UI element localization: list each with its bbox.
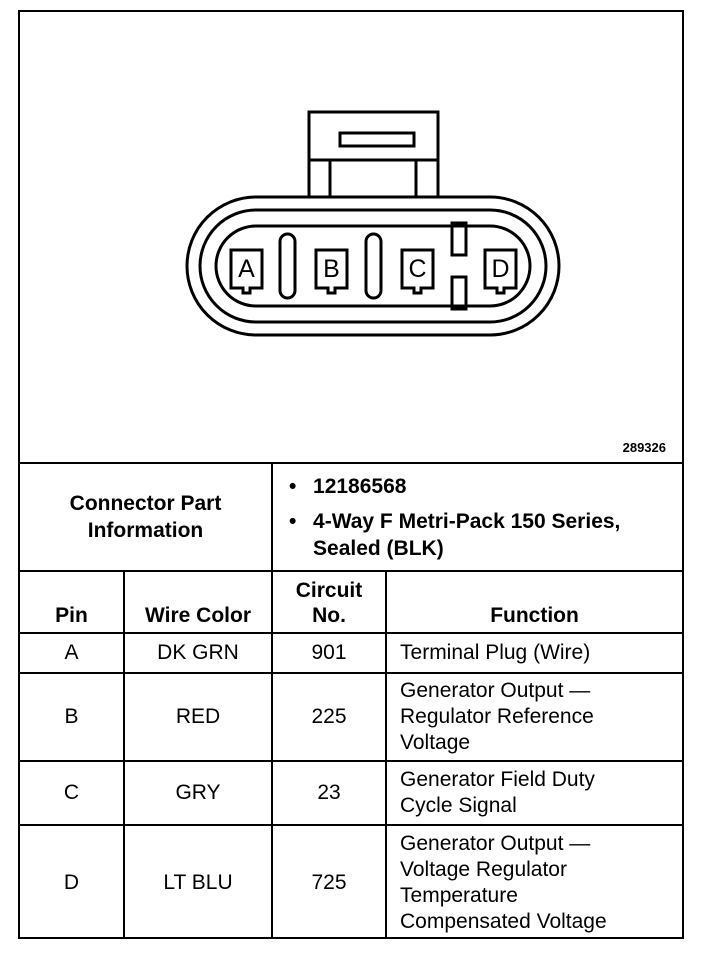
pin-label-d: D: [491, 255, 510, 283]
connector-description: • 4-Way F Metri-Pack 150 Series, Sealed (BLK): [313, 508, 682, 562]
function-cell: Generator Output — Voltage Regulator Temperature Compensated Voltage: [386, 825, 682, 939]
pin-cell: C: [20, 761, 124, 825]
pin-cell: B: [20, 673, 124, 761]
pin-label-a: A: [238, 255, 255, 283]
connector-part-info-row: [20, 463, 682, 571]
locking-tab: [309, 112, 438, 197]
circuit-no-cell: 725: [272, 825, 386, 939]
connector-part-info-list: [272, 463, 682, 571]
circuit-no-cell: 225: [272, 673, 386, 761]
table-row: [20, 673, 682, 761]
connector-diagram: [20, 12, 682, 462]
pin-cell: D: [20, 825, 124, 939]
pin-terminal-c: [402, 250, 433, 293]
connector-table: [20, 462, 682, 939]
connector-part-info-label: Connector Part Information: [20, 463, 272, 571]
header-pin: Pin: [20, 571, 124, 633]
figure-id: 289326: [622, 440, 666, 455]
table-row: [20, 825, 682, 939]
table-row: [20, 633, 682, 673]
wire-color-cell: LT BLU: [124, 825, 272, 939]
function-cell: Generator Field Duty Cycle Signal: [386, 761, 682, 825]
circuit-no-cell: 901: [272, 633, 386, 673]
part-number: • 12186568: [313, 473, 682, 500]
table-header-row: [20, 571, 682, 633]
pin-cell: A: [20, 633, 124, 673]
pin-terminal-d: [485, 250, 516, 293]
connector-sheet: [18, 10, 684, 939]
pin-terminal-a: [231, 250, 262, 293]
pin-label-b: B: [323, 255, 340, 283]
header-wire-color: Wire Color: [124, 571, 272, 633]
pin-label-c: C: [408, 255, 427, 283]
wire-color-cell: GRY: [124, 761, 272, 825]
wire-color-cell: DK GRN: [124, 633, 272, 673]
table-row: [20, 761, 682, 825]
function-cell: Terminal Plug (Wire): [386, 633, 682, 673]
wire-color-cell: RED: [124, 673, 272, 761]
function-cell: Generator Output — Regulator Reference Voltage: [386, 673, 682, 761]
header-circuit-no: Circuit No.: [272, 571, 386, 633]
header-function: Function: [386, 571, 682, 633]
pin-terminal-b: [316, 250, 347, 293]
circuit-no-cell: 23: [272, 761, 386, 825]
